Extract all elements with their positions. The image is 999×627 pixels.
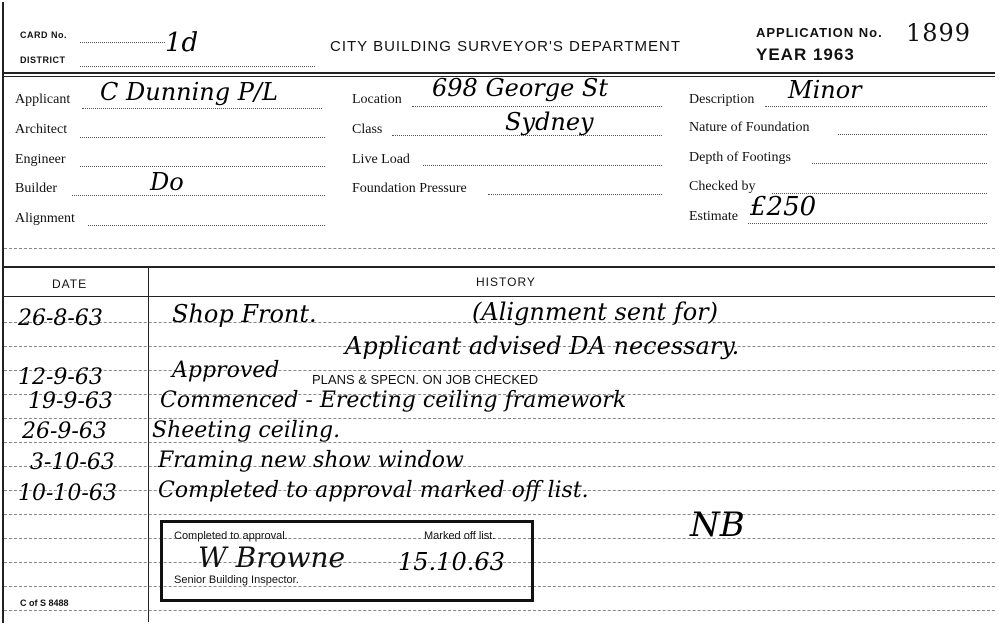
history-column-header: HISTORY <box>476 275 536 289</box>
class-label: Class <box>352 122 383 137</box>
senior-building-inspector-label: Senior Building Inspector. <box>174 574 299 586</box>
entry-text: Framing new show window <box>158 448 464 473</box>
location-label: Location <box>352 92 402 107</box>
foundation-pressure-label: Foundation Pressure <box>352 181 467 196</box>
entry-text: Applicant advised DA necessary. <box>345 332 740 360</box>
entry-date: 12-9-63 <box>18 365 103 390</box>
ruled-line <box>4 466 995 467</box>
entry-date: 26-8-63 <box>18 306 103 331</box>
application-number: 1899 <box>906 19 972 47</box>
card-no-label: CARD No. <box>20 30 67 40</box>
live-load-label: Live Load <box>352 152 410 167</box>
depth-of-footings-label: Depth of Footings <box>689 150 791 165</box>
marked-off-list-label: Marked off list. <box>424 530 496 542</box>
estimate-value: £250 <box>750 192 817 222</box>
applicant-line <box>82 108 322 109</box>
entry-text: Completed to approval marked off list. <box>158 478 589 503</box>
district-value: 1d <box>165 28 199 58</box>
checked-by-label: Checked by <box>689 179 756 194</box>
engineer-line <box>80 166 325 167</box>
applicant-value: C Dunning P/L <box>100 78 278 106</box>
entry-text: Commenced - Erecting ceiling framework <box>160 388 627 413</box>
class-value: Sydney <box>505 108 594 136</box>
completion-date: 15.10.63 <box>398 548 505 576</box>
architect-line <box>80 137 325 138</box>
inspector-signature: W Browne <box>198 541 346 574</box>
estimate-line <box>748 223 987 224</box>
entry-date: 26-9-63 <box>22 419 107 444</box>
alignment-line <box>88 225 325 226</box>
form-code: C of S 8488 <box>20 598 69 608</box>
entry-text: Shop Front. <box>172 300 317 328</box>
completed-to-approval-label: Completed to approval. <box>174 530 288 542</box>
depth-of-footings-line <box>812 163 987 164</box>
nature-of-foundation-line <box>838 134 987 135</box>
description-label: Description <box>689 92 755 107</box>
history-top-rule <box>4 266 995 268</box>
builder-line <box>72 195 325 196</box>
alignment-label: Alignment <box>15 211 75 226</box>
estimate-label: Estimate <box>689 209 738 224</box>
plans-checked-stamp: PLANS & SPECN. ON JOB CHECKED <box>312 372 539 387</box>
ruled-line <box>4 370 995 371</box>
alignment-note: (Alignment sent for) <box>472 298 718 326</box>
description-value: Minor <box>788 76 862 104</box>
nature-of-foundation-label: Nature of Foundation <box>689 120 810 135</box>
year-label: YEAR 1963 <box>756 45 855 64</box>
description-line <box>765 106 987 107</box>
ruled-line <box>4 610 995 611</box>
entry-text: Sheeting ceiling. <box>152 418 341 443</box>
history-header-rule <box>4 296 995 297</box>
fields-separator <box>4 248 995 249</box>
application-no-label: APPLICATION No. <box>756 25 883 40</box>
district-line <box>80 66 315 67</box>
foundation-pressure-line <box>488 194 662 195</box>
live-load-line <box>423 165 662 166</box>
entry-date: 19-9-63 <box>28 389 113 414</box>
department-title: CITY BUILDING SURVEYOR'S DEPARTMENT <box>330 38 681 55</box>
builder-value: Do <box>150 168 184 196</box>
date-column-header: DATE <box>52 277 88 291</box>
location-line <box>412 106 662 107</box>
engineer-label: Engineer <box>15 152 66 167</box>
district-label: DISTRICT <box>20 55 66 65</box>
ruled-line <box>4 514 995 515</box>
entry-text: Approved <box>172 358 280 383</box>
entry-date: 3-10-63 <box>30 450 115 475</box>
card-no-line <box>80 42 165 43</box>
architect-label: Architect <box>15 122 68 137</box>
inspector-initials: NB <box>690 505 745 545</box>
applicant-label: Applicant <box>15 92 71 107</box>
builder-label: Builder <box>15 181 57 196</box>
date-column-divider <box>148 266 149 622</box>
entry-date: 10-10-63 <box>18 481 117 506</box>
location-value: 698 George St <box>432 74 609 102</box>
